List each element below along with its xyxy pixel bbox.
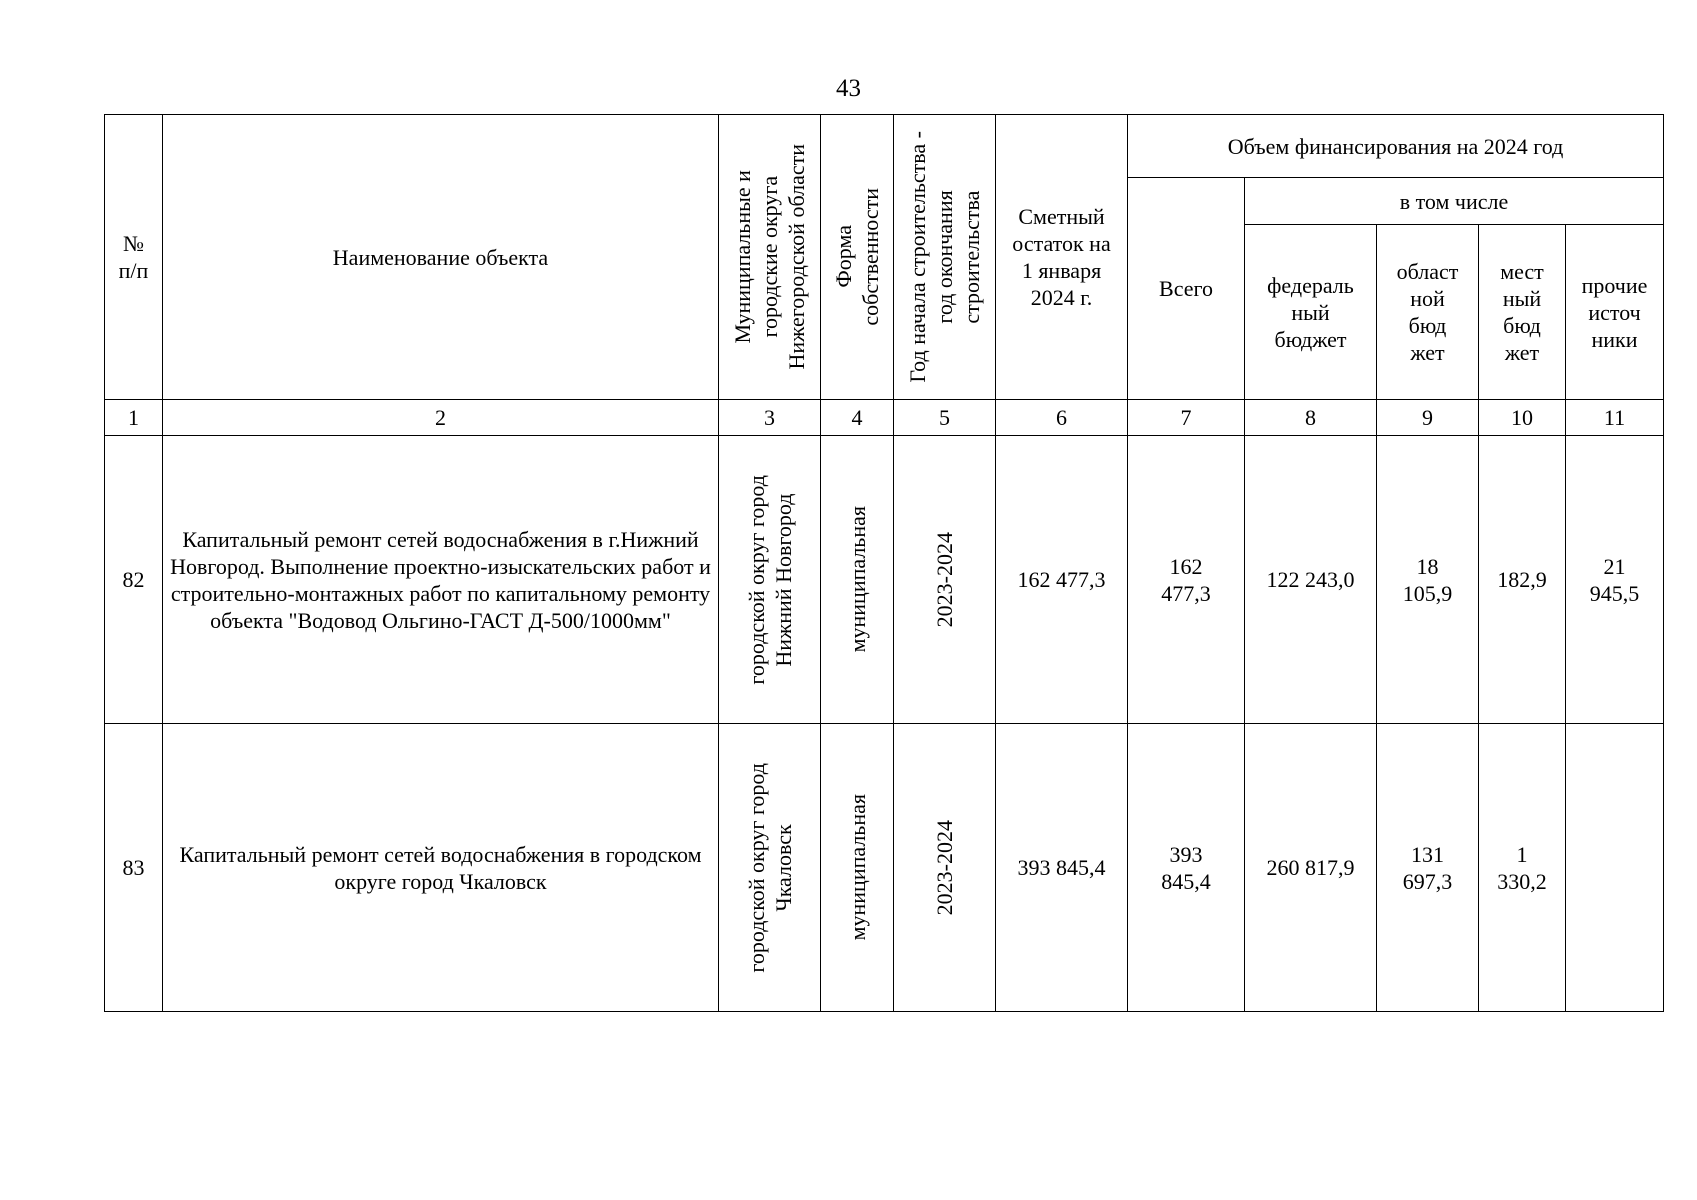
header-total: Всего — [1128, 178, 1245, 400]
table-row — [105, 436, 1664, 724]
column-number: 6 — [996, 400, 1128, 436]
other-sources: 21 945,5 — [1566, 436, 1664, 724]
header-ownership — [821, 115, 894, 400]
object-name: Капитальный ремонт сетей водоснабжения в г.Нижний Новгород. Выполнение проектно-изыскательских работ и строительно-монтажных работ по капитальному ремонту объекта "Водовод Ольгино-ГАСТ Д-500/1000мм" — [163, 436, 719, 724]
estimate-balance: 162 477,3 — [996, 436, 1128, 724]
header-other: прочие источ ники — [1566, 225, 1664, 400]
years-cell — [894, 724, 996, 1012]
header-municipality — [719, 115, 821, 400]
column-number: 5 — [894, 400, 996, 436]
local-budget: 1 330,2 — [1479, 724, 1566, 1012]
municipality-text: городской округ город Чкаловск — [743, 762, 796, 973]
federal-budget: 122 243,0 — [1245, 436, 1377, 724]
local-budget: 182,9 — [1479, 436, 1566, 724]
header-local: мест ный бюд жет — [1479, 225, 1566, 400]
header-including: в том числе — [1245, 178, 1664, 225]
ownership-cell — [821, 724, 894, 1012]
municipality-cell — [719, 436, 821, 724]
page-number: 43 — [836, 75, 861, 102]
other-sources — [1566, 724, 1664, 1012]
column-number: 8 — [1245, 400, 1377, 436]
total-funding: 162 477,3 — [1128, 436, 1245, 724]
header-federal: федераль ный бюджет — [1245, 225, 1377, 400]
column-number: 4 — [821, 400, 894, 436]
row-number: 82 — [105, 436, 163, 724]
column-number: 9 — [1377, 400, 1479, 436]
column-number: 3 — [719, 400, 821, 436]
regional-budget: 131 697,3 — [1377, 724, 1479, 1012]
header-object-name: Наименование объекта — [163, 115, 719, 400]
header-estimate-balance: Сметный остаток на 1 января 2024 г. — [996, 115, 1128, 400]
regional-budget: 18 105,9 — [1377, 436, 1479, 724]
column-numbers-row — [105, 400, 1664, 436]
ownership-text: муниципальная — [844, 794, 870, 941]
column-number: 7 — [1128, 400, 1245, 436]
estimate-balance: 393 845,4 — [996, 724, 1128, 1012]
header-municipality-text: Муниципальные и городские округа Нижегородской области — [730, 144, 809, 370]
ownership-cell — [821, 436, 894, 724]
column-number: 11 — [1566, 400, 1664, 436]
header-funding-group: Объем финансирования на 2024 год — [1128, 115, 1664, 178]
table-row — [105, 724, 1664, 1012]
column-number: 1 — [105, 400, 163, 436]
header-number: № п/п — [105, 115, 163, 400]
object-name: Капитальный ремонт сетей водоснабжения в городском округе город Чкаловск — [163, 724, 719, 1012]
objects-table — [104, 114, 1664, 1012]
years-text: 2023-2024 — [932, 819, 957, 916]
header-years — [894, 115, 996, 400]
municipality-text: городской округ город Нижний Новгород — [743, 474, 796, 685]
column-number: 10 — [1479, 400, 1566, 436]
header-regional: област ной бюд жет — [1377, 225, 1479, 400]
municipality-cell — [719, 724, 821, 1012]
header-ownership-text: Форма собственности — [831, 188, 883, 326]
years-text: 2023-2024 — [932, 531, 957, 628]
total-funding: 393 845,4 — [1128, 724, 1245, 1012]
years-cell — [894, 436, 996, 724]
row-number: 83 — [105, 724, 163, 1012]
header-row-top — [105, 115, 1664, 178]
federal-budget: 260 817,9 — [1245, 724, 1377, 1012]
ownership-text: муниципальная — [844, 506, 870, 653]
header-years-text: Год начала строительства - год окончания строительства — [905, 131, 984, 383]
column-number: 2 — [163, 400, 719, 436]
